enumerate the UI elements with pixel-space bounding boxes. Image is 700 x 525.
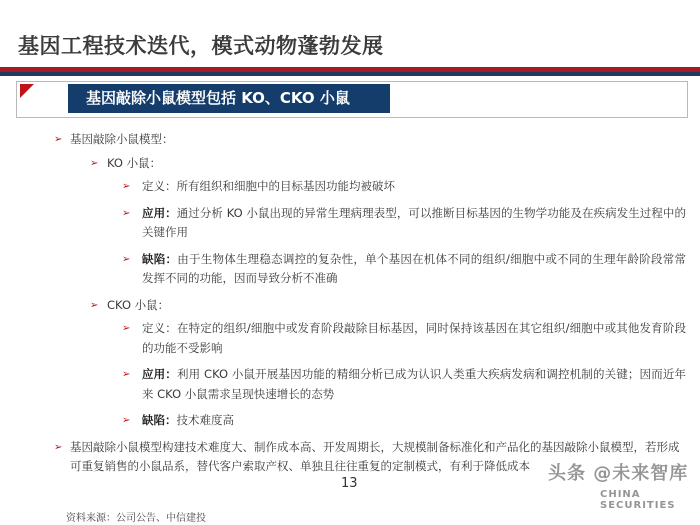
red-arrow-bullet-icon: ➢ [54,134,63,145]
list-item-ko-application [0,204,700,243]
list-item-cko-definition [0,319,700,358]
list-item-cko-defect [0,411,700,431]
cko-heading: CKO 小鼠： [107,297,170,312]
red-arrow-bullet-icon: ➢ [122,415,131,426]
red-arrow-bullet-icon: ➢ [122,323,131,334]
list-item-ko-defect [0,250,700,289]
source-note: 资料来源：公司公告、中信建投 [66,513,206,524]
ko-application-text: 通过分析 KO 小鼠出现的异常生理病理表型，可以推断目标基因的生物学功能及在疾病发生过程中的关键作用 [142,205,686,239]
red-arrow-bullet-icon: ➢ [90,157,99,169]
cko-application-label: 应用： [142,367,177,381]
list-item-cko [0,296,700,316]
red-arrow-bullet-icon: ➢ [90,299,99,311]
summary-text: 基因敲除小鼠模型构建技术难度大、制作成本高、开发周期长，大规模制备标准化和产品化的基因敲除小鼠模型，若形成可重复销售的小鼠品系，替代客户索取产权、单独且往往重复的定制模式，有利于降低成本 [70,439,680,473]
ko-definition: 定义：所有组织和细胞中的目标基因功能均被破坏 [142,179,395,193]
page-title: 基因工程技术迭代，模式动物蓬勃发展 [18,34,384,58]
watermark-main-text: 头条 @未来智库 [548,463,689,484]
cko-definition: 定义：在特定的组织/细胞中或发育阶段敲除目标基因，同时保持该基因在其它组织/细胞中或其他发育阶段的功能不受影响 [142,321,686,355]
red-arrow-bullet-icon: ➢ [122,253,131,265]
red-arrow-bullet-icon: ➢ [54,441,63,453]
watermark-logo [548,459,698,511]
content-body [0,130,700,484]
section-banner: 基因敲除小鼠模型包括 KO、CKO 小鼠 [68,84,390,113]
list-item-ko-definition [0,177,700,197]
ko-heading: KO 小鼠： [107,155,162,170]
list-item-intro [0,130,700,150]
header-divider-navy [0,72,700,76]
cko-defect-text: 技术难度高 [176,413,234,427]
cko-defect-label: 缺陷： [142,413,177,427]
watermark-sub-text: CHINA SECURITIES [600,489,676,511]
red-arrow-bullet-icon: ➢ [122,207,131,219]
list-item-ko [0,154,700,174]
ko-application-label: 应用： [142,205,177,220]
cko-application-text: 利用 CKO 小鼠开展基因功能的精细分析已成为认识人类重大疾病发病和调控机制的关键；因而近年来 CKO 小鼠需求呈现快速增长的态势 [142,367,686,401]
list-item-cko-application [0,365,700,404]
ko-defect-label: 缺陷： [142,251,178,266]
banner-corner-triangle-icon [20,84,34,98]
ko-defect-text: 由于生物体生理稳态调控的复杂性，单个基因在机体不同的组织/细胞中或不同的生理年龄阶段常常发挥不同的功能，因而导致分析不准确 [142,251,687,285]
red-arrow-bullet-icon: ➢ [122,181,131,192]
red-arrow-bullet-icon: ➢ [122,369,131,380]
intro-text: 基因敲除小鼠模型： [70,132,174,146]
page-number: 13 [341,476,358,491]
